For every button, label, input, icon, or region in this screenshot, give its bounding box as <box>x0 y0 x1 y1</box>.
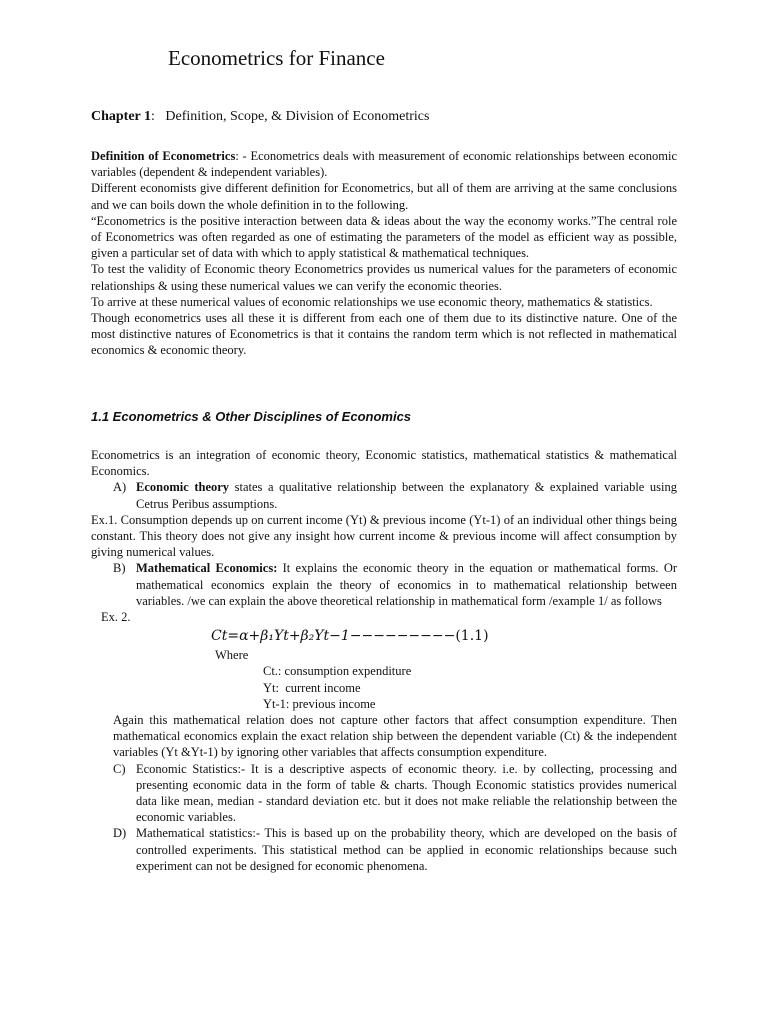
paragraph: To test the validity of Economic theory Econometrics provides us numerical values for the parameters of economic relationships & using these numerical values we can verify the economic theories. <box>91 262 677 293</box>
section-definition <box>91 148 677 359</box>
section-disciplines <box>91 447 677 874</box>
paragraph: To arrive at these numerical values of economic relationships we use economic theory, mathematics & statistics. <box>91 294 653 309</box>
list-marker: A) <box>113 480 127 495</box>
definition-paragraph <box>91 148 677 180</box>
list-item-text: It explains the economic theory in the equation or mathematical forms. Or mathematical economics explain the theory of economics in to mathematical relationship between variables. /we can explain the above theoretical relationship in mathematical form /example 1/ as follows <box>136 561 678 608</box>
list-item-label: Mathematical Economics: <box>136 561 278 576</box>
list-item-mathematical-statistics <box>91 825 677 874</box>
definition-text: : - Econometrics deals with measurement of economic relationships between economic variables (dependent & independent variables). <box>91 149 677 180</box>
variable-definition: Yt: current income <box>263 680 361 695</box>
list-marker: D) <box>113 826 127 841</box>
again-paragraph: Again this mathematical relation does not capture other factors that affect consumption expenditure. Then mathematical economics explain the exact relation ship between the dependent variable (Ct) & the independent variables (Yt &Yt-1) by ignoring other variables that affects consumption expenditure. <box>113 713 677 760</box>
chapter-separator: : <box>151 109 166 124</box>
list-item-economic-statistics <box>91 761 677 826</box>
list-marker: C) <box>113 761 126 776</box>
variable-definition: Yt-1: previous income <box>263 696 376 711</box>
equation-number: (1.1) <box>455 628 489 645</box>
equation <box>91 625 677 647</box>
list-item-mathematical-economics <box>91 560 677 609</box>
paragraph: Though econometrics uses all these it is different from each one of them due to its distinctive nature. One of the most distinctive natures of Econometrics is that it contains the random term which is not reflected in mathematical economics & economic theory. <box>91 311 677 358</box>
quote-paragraph: “Econometrics is the positive interaction between data & ideas about the way the economy works.”The central role of Econometrics was often regarded as one of estimating the parameters of the model as efficient way as possible, given a particular set of data with which to apply statistical & mathematical techniques. <box>91 213 677 261</box>
paragraph: Different economists give different definition for Econometrics, but all of them are arriving at the same conclusions and we can boils down the whole definition in to the following. <box>91 181 677 212</box>
intro-paragraph: Econometrics is an integration of economic theory, Economic statistics, mathematical statistics & mathematical Economics. <box>91 448 677 479</box>
list-item-text: states a qualitative relationship between the explanatory & explained variable using Cetrus Peribus assumptions. <box>136 480 677 511</box>
list-item-economic-theory <box>91 479 677 511</box>
definition-label: Definition of Econometrics <box>91 149 236 163</box>
variable-definition: Ct.: consumption expenditure <box>263 664 412 679</box>
document-title: Econometrics for Finance <box>168 46 385 70</box>
where-label: Where <box>215 648 249 663</box>
list-item-label: Economic theory <box>136 480 230 495</box>
list-item-text: Economic Statistics:- It is a descriptive aspects of economic theory. i.e. by collecting, processing and presenting economic data in the form of table & charts. Though Economic statistics provides numerical data like mean, median - standard deviation etc. but it does not make reliable the relationship between the economic variables. <box>136 761 677 825</box>
example-1-paragraph: Ex.1. Consumption depends up on current income (Yt) & previous income (Yt-1) of an individual other things being constant. This theory does not give any insight how current income & previous income will affect consumption by giving numerical values. <box>91 512 677 560</box>
chapter-heading <box>91 109 429 125</box>
list-marker: B) <box>113 561 126 576</box>
chapter-label: Chapter 1 <box>91 109 152 124</box>
example-2-label: Ex. 2. <box>101 610 131 625</box>
chapter-title: Definition, Scope, & Division of Econometrics <box>165 109 430 124</box>
list-item-text: Mathematical statistics:- This is based up on the probability theory, which are developed on the basis of controlled experiments. This statistical method can be applied in economic relationships because such experiment can not be designed for economic phenomena. <box>136 826 677 873</box>
section-heading: 1.1 Econometrics & Other Disciplines of Economics <box>91 409 412 424</box>
equation-expression: Ct=α+β₁Yt+β₂Yt−1−−−−−−−−− <box>211 628 456 645</box>
